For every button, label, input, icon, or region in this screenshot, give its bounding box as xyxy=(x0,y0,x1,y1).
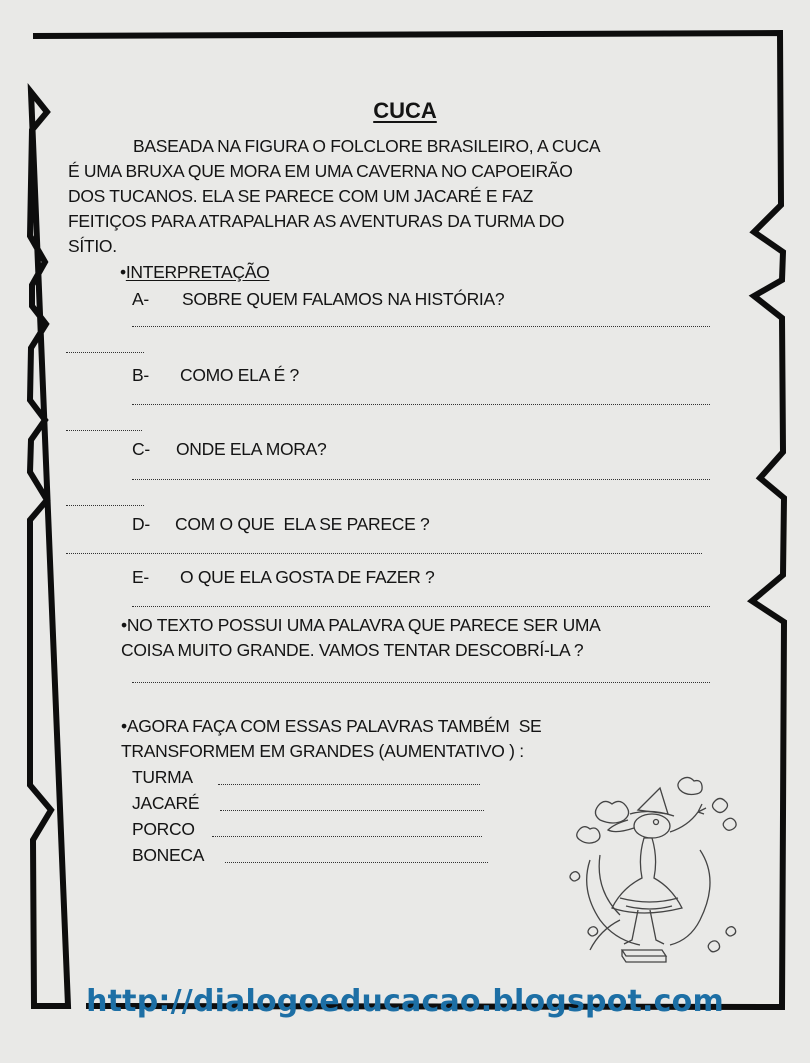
answer-line-palavra[interactable] xyxy=(132,682,710,683)
cuca-witch-illustration xyxy=(560,770,760,970)
word-boneca: BONECA xyxy=(132,845,205,865)
question-e-letter: E- xyxy=(132,567,149,587)
answer-line-turma[interactable] xyxy=(218,784,480,785)
section3-line-2: TRANSFORMEM EM GRANDES (AUMENTATIVO ) : xyxy=(121,741,524,761)
question-c-text: ONDE ELA MORA? xyxy=(176,439,327,459)
heading-interpretacao: INTERPRETAÇÃO xyxy=(125,262,270,282)
footer-url-link[interactable]: http://dialogoeducacao.blogspot.com xyxy=(86,984,724,1019)
answer-line-c-cont[interactable] xyxy=(66,505,144,506)
answer-line-d[interactable] xyxy=(66,553,702,554)
question-c-letter: C- xyxy=(132,439,150,459)
section-interpretacao-heading xyxy=(120,264,269,282)
answer-line-a[interactable] xyxy=(132,326,710,327)
answer-line-jacare[interactable] xyxy=(220,810,484,811)
intro-line-4: FEITIÇOS PARA ATRAPALHAR AS AVENTURAS DA TURMA DO xyxy=(68,211,565,231)
section2-line-2: COISA MUITO GRANDE. VAMOS TENTAR DESCOBRÍ-LA ? xyxy=(121,640,584,660)
word-porco: PORCO xyxy=(132,819,195,839)
question-d-text: COM O QUE ELA SE PARECE ? xyxy=(175,514,430,534)
question-a-text: SOBRE QUEM FALAMOS NA HISTÓRIA? xyxy=(182,289,505,309)
word-turma: TURMA xyxy=(132,767,193,787)
word-jacare: JACARÉ xyxy=(132,793,200,813)
section2-line-1: •NO TEXTO POSSUI UMA PALAVRA QUE PARECE SER UMA xyxy=(121,615,601,635)
question-b-text: COMO ELA É ? xyxy=(180,365,299,385)
answer-line-a-cont[interactable] xyxy=(66,352,144,353)
question-a-letter: A- xyxy=(132,289,149,309)
intro-line-1: BASEADA NA FIGURA O FOLCLORE BRASILEIRO, A CUCA xyxy=(133,136,601,156)
answer-line-boneca[interactable] xyxy=(225,862,488,863)
answer-line-e[interactable] xyxy=(132,606,710,607)
question-b-letter: B- xyxy=(132,365,149,385)
answer-line-b[interactable] xyxy=(132,404,710,405)
intro-line-5: SÍTIO. xyxy=(68,236,117,256)
section3-line-1: •AGORA FAÇA COM ESSAS PALAVRAS TAMBÉM SE xyxy=(121,716,542,736)
intro-line-2: É UMA BRUXA QUE MORA EM UMA CAVERNA NO CAPOEIRÃO xyxy=(68,161,573,181)
intro-line-3: DOS TUCANOS. ELA SE PARECE COM UM JACARÉ E FAZ xyxy=(68,186,533,206)
answer-line-b-cont[interactable] xyxy=(66,430,142,431)
question-e-text: O QUE ELA GOSTA DE FAZER ? xyxy=(180,567,435,587)
answer-line-porco[interactable] xyxy=(212,836,482,837)
answer-line-c[interactable] xyxy=(132,479,710,480)
bullet: • xyxy=(120,262,126,282)
page-title: CUCA xyxy=(373,98,437,123)
question-d-letter: D- xyxy=(132,514,150,534)
